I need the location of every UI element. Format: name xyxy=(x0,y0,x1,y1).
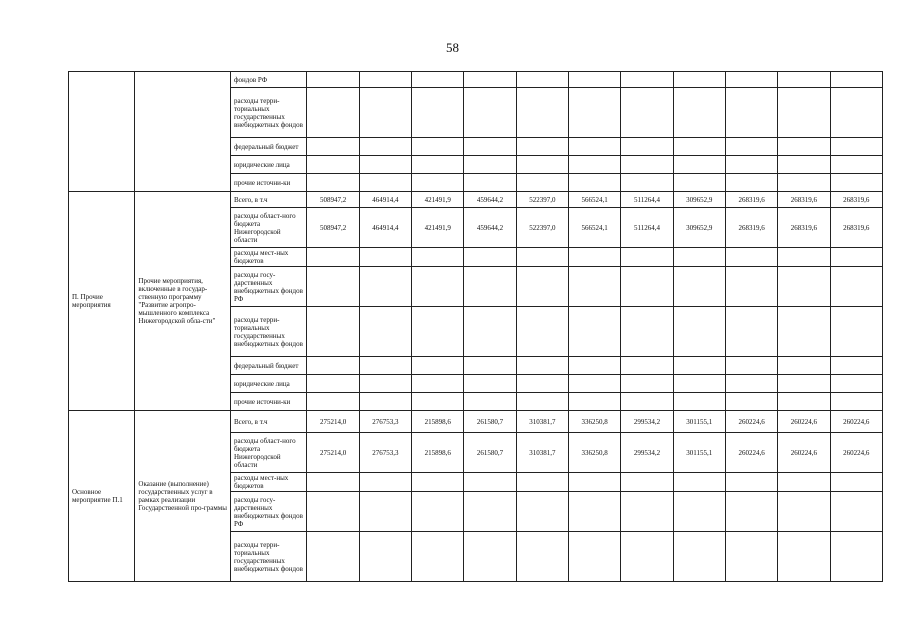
funding-source-cell: прочие источни-ки xyxy=(230,393,306,411)
value-cell xyxy=(464,532,516,582)
funding-source-cell: расходы област-ного бюджета Нижегородской области xyxy=(230,208,306,248)
value-cell xyxy=(307,88,359,138)
value-cell xyxy=(621,492,673,532)
value-cell: 215898,6 xyxy=(412,433,464,473)
value-cell xyxy=(359,72,411,88)
value-cell xyxy=(359,248,411,267)
value-cell: 522397,0 xyxy=(516,208,568,248)
value-cell xyxy=(412,357,464,375)
value-cell xyxy=(516,532,568,582)
value-cell xyxy=(673,357,725,375)
value-cell xyxy=(725,473,777,492)
value-cell xyxy=(673,138,725,156)
value-cell xyxy=(725,88,777,138)
funding-source-cell: расходы терри-ториальных государственных внебюджетных фондов xyxy=(230,532,306,582)
value-cell xyxy=(359,267,411,307)
value-cell xyxy=(778,492,830,532)
value-cell xyxy=(673,248,725,267)
value-cell xyxy=(830,267,882,307)
block-name-cell: П. Прочие мероприятия xyxy=(69,192,135,411)
value-cell xyxy=(412,248,464,267)
value-cell xyxy=(516,307,568,357)
value-cell: 310381,7 xyxy=(516,411,568,433)
table-row xyxy=(69,411,883,433)
value-cell xyxy=(359,393,411,411)
block-name-cell xyxy=(69,72,135,192)
value-cell xyxy=(621,357,673,375)
value-cell xyxy=(569,88,621,138)
value-cell xyxy=(307,174,359,192)
value-cell xyxy=(778,473,830,492)
value-cell xyxy=(569,307,621,357)
value-cell xyxy=(830,88,882,138)
value-cell xyxy=(725,393,777,411)
value-cell xyxy=(464,88,516,138)
value-cell: 310381,7 xyxy=(516,433,568,473)
value-cell: 299534,2 xyxy=(621,433,673,473)
value-cell: 268319,6 xyxy=(778,208,830,248)
value-cell xyxy=(307,357,359,375)
value-cell xyxy=(412,156,464,174)
value-cell xyxy=(673,174,725,192)
value-cell xyxy=(307,72,359,88)
value-cell xyxy=(778,393,830,411)
value-cell xyxy=(569,492,621,532)
value-cell xyxy=(307,375,359,393)
value-cell xyxy=(621,375,673,393)
value-cell xyxy=(464,357,516,375)
value-cell: 522397,0 xyxy=(516,192,568,208)
block-name-cell: Основное мероприятие П.1 xyxy=(69,411,135,582)
value-cell: 276753,3 xyxy=(359,411,411,433)
value-cell xyxy=(778,532,830,582)
value-cell xyxy=(569,248,621,267)
value-cell: 260224,6 xyxy=(778,433,830,473)
value-cell xyxy=(778,72,830,88)
funding-source-cell: расходы мест-ных бюджетов xyxy=(230,473,306,492)
value-cell xyxy=(673,88,725,138)
value-cell xyxy=(569,156,621,174)
value-cell: 421491,9 xyxy=(412,192,464,208)
value-cell: 336250,8 xyxy=(569,411,621,433)
funding-source-cell: юридические лица xyxy=(230,156,306,174)
value-cell xyxy=(621,88,673,138)
value-cell xyxy=(830,473,882,492)
value-cell xyxy=(725,174,777,192)
value-cell xyxy=(778,88,830,138)
funding-source-cell: расходы госу-дарственных внебюджетных фондов РФ xyxy=(230,492,306,532)
value-cell xyxy=(307,473,359,492)
value-cell: 459644,2 xyxy=(464,208,516,248)
value-cell xyxy=(569,393,621,411)
value-cell: 261580,7 xyxy=(464,411,516,433)
value-cell xyxy=(464,138,516,156)
funding-source-cell: прочие источни-ки xyxy=(230,174,306,192)
value-cell xyxy=(778,357,830,375)
value-cell: 464914,4 xyxy=(359,208,411,248)
value-cell xyxy=(307,138,359,156)
value-cell xyxy=(516,267,568,307)
value-cell: 275214,0 xyxy=(307,433,359,473)
value-cell xyxy=(725,156,777,174)
funding-source-cell: Всего, в т.ч xyxy=(230,411,306,433)
value-cell xyxy=(830,307,882,357)
funding-source-cell: расходы мест-ных бюджетов xyxy=(230,248,306,267)
value-cell: 336250,8 xyxy=(569,433,621,473)
value-cell xyxy=(516,72,568,88)
value-cell xyxy=(307,267,359,307)
value-cell xyxy=(621,174,673,192)
value-cell xyxy=(673,156,725,174)
value-cell xyxy=(412,393,464,411)
value-cell xyxy=(778,248,830,267)
value-cell xyxy=(412,174,464,192)
value-cell xyxy=(516,248,568,267)
value-cell: 268319,6 xyxy=(725,208,777,248)
funding-source-cell: расходы госу-дарственных внебюджетных фондов РФ xyxy=(230,267,306,307)
value-cell xyxy=(359,307,411,357)
value-cell xyxy=(673,307,725,357)
value-cell xyxy=(516,174,568,192)
value-cell xyxy=(307,393,359,411)
value-cell xyxy=(569,174,621,192)
value-cell xyxy=(516,492,568,532)
value-cell xyxy=(621,267,673,307)
value-cell xyxy=(412,307,464,357)
value-cell xyxy=(725,532,777,582)
page-number: 58 xyxy=(446,40,459,55)
value-cell xyxy=(830,492,882,532)
value-cell xyxy=(412,88,464,138)
value-cell xyxy=(830,532,882,582)
value-cell xyxy=(673,473,725,492)
value-cell xyxy=(412,492,464,532)
table-row xyxy=(69,192,883,208)
value-cell xyxy=(621,532,673,582)
value-cell: 508947,2 xyxy=(307,208,359,248)
value-cell xyxy=(778,174,830,192)
value-cell xyxy=(359,473,411,492)
value-cell xyxy=(412,267,464,307)
value-cell xyxy=(359,532,411,582)
value-cell xyxy=(412,138,464,156)
value-cell xyxy=(725,248,777,267)
value-cell xyxy=(412,532,464,582)
value-cell xyxy=(621,473,673,492)
value-cell xyxy=(621,307,673,357)
value-cell: 268319,6 xyxy=(830,192,882,208)
value-cell xyxy=(307,492,359,532)
budget-table-body xyxy=(69,72,883,582)
value-cell xyxy=(725,267,777,307)
value-cell xyxy=(830,393,882,411)
value-cell: 268319,6 xyxy=(830,208,882,248)
value-cell: 275214,0 xyxy=(307,411,359,433)
value-cell xyxy=(516,473,568,492)
value-cell xyxy=(412,473,464,492)
value-cell xyxy=(516,138,568,156)
value-cell xyxy=(464,393,516,411)
value-cell xyxy=(725,492,777,532)
value-cell xyxy=(621,248,673,267)
funding-source-cell: расходы терри-ториальных государственных внебюджетных фондов xyxy=(230,307,306,357)
block-description-cell: Прочие мероприятия, включенные в государ-ственную программу "Развитие агропро-мышленного комплекса Нижегородской обла-сти" xyxy=(135,192,231,411)
value-cell xyxy=(778,267,830,307)
funding-source-cell: юридические лица xyxy=(230,375,306,393)
value-cell: 566524,1 xyxy=(569,208,621,248)
value-cell xyxy=(621,156,673,174)
value-cell xyxy=(830,375,882,393)
value-cell xyxy=(621,72,673,88)
value-cell xyxy=(464,72,516,88)
value-cell xyxy=(307,156,359,174)
value-cell: 260224,6 xyxy=(778,411,830,433)
value-cell xyxy=(778,375,830,393)
value-cell xyxy=(830,248,882,267)
value-cell xyxy=(569,357,621,375)
value-cell xyxy=(569,375,621,393)
value-cell: 511264,4 xyxy=(621,192,673,208)
value-cell xyxy=(830,72,882,88)
funding-source-cell: расходы терри-ториальных государственных внебюджетных фондов xyxy=(230,88,306,138)
value-cell xyxy=(307,248,359,267)
value-cell: 268319,6 xyxy=(725,192,777,208)
value-cell xyxy=(516,375,568,393)
value-cell xyxy=(725,307,777,357)
table-row xyxy=(69,72,883,88)
value-cell xyxy=(464,473,516,492)
value-cell xyxy=(307,532,359,582)
value-cell xyxy=(725,375,777,393)
value-cell: 566524,1 xyxy=(569,192,621,208)
value-cell: 511264,4 xyxy=(621,208,673,248)
value-cell xyxy=(516,357,568,375)
value-cell xyxy=(359,375,411,393)
value-cell xyxy=(830,174,882,192)
value-cell xyxy=(569,267,621,307)
value-cell: 260224,6 xyxy=(725,433,777,473)
value-cell xyxy=(830,357,882,375)
value-cell xyxy=(359,138,411,156)
value-cell: 260224,6 xyxy=(830,411,882,433)
value-cell xyxy=(830,156,882,174)
value-cell: 309652,9 xyxy=(673,192,725,208)
value-cell: 421491,9 xyxy=(412,208,464,248)
value-cell xyxy=(307,307,359,357)
value-cell: 299534,2 xyxy=(621,411,673,433)
funding-source-cell: Всего, в т.ч xyxy=(230,192,306,208)
value-cell: 464914,4 xyxy=(359,192,411,208)
value-cell xyxy=(621,393,673,411)
value-cell xyxy=(778,138,830,156)
value-cell xyxy=(673,375,725,393)
value-cell xyxy=(412,72,464,88)
value-cell xyxy=(359,174,411,192)
value-cell xyxy=(569,138,621,156)
value-cell xyxy=(830,138,882,156)
value-cell xyxy=(516,393,568,411)
value-cell xyxy=(359,357,411,375)
value-cell: 261580,7 xyxy=(464,433,516,473)
value-cell xyxy=(412,375,464,393)
value-cell: 508947,2 xyxy=(307,192,359,208)
funding-source-cell: федеральный бюджет xyxy=(230,357,306,375)
value-cell xyxy=(464,156,516,174)
value-cell xyxy=(673,267,725,307)
value-cell xyxy=(464,492,516,532)
value-cell xyxy=(673,492,725,532)
value-cell: 276753,3 xyxy=(359,433,411,473)
value-cell xyxy=(464,267,516,307)
value-cell xyxy=(464,307,516,357)
value-cell xyxy=(516,156,568,174)
block-description-cell xyxy=(135,72,231,192)
value-cell xyxy=(464,375,516,393)
value-cell xyxy=(725,138,777,156)
value-cell xyxy=(778,156,830,174)
value-cell: 301155,1 xyxy=(673,411,725,433)
value-cell xyxy=(569,72,621,88)
value-cell xyxy=(725,357,777,375)
budget-table xyxy=(68,71,883,582)
value-cell xyxy=(673,393,725,411)
value-cell xyxy=(778,307,830,357)
value-cell xyxy=(725,72,777,88)
block-description-cell: Оказание (выполнение) государственных услуг в рамках реализации Государственной про-граммы xyxy=(135,411,231,582)
funding-source-cell: расходы област-ного бюджета Нижегородской области xyxy=(230,433,306,473)
value-cell xyxy=(621,138,673,156)
value-cell: 301155,1 xyxy=(673,433,725,473)
value-cell xyxy=(673,72,725,88)
value-cell: 215898,6 xyxy=(412,411,464,433)
funding-source-cell: федеральный бюджет xyxy=(230,138,306,156)
value-cell xyxy=(359,156,411,174)
value-cell xyxy=(464,248,516,267)
value-cell: 260224,6 xyxy=(830,433,882,473)
value-cell: 309652,9 xyxy=(673,208,725,248)
value-cell xyxy=(569,532,621,582)
value-cell: 459644,2 xyxy=(464,192,516,208)
value-cell xyxy=(673,532,725,582)
value-cell xyxy=(359,492,411,532)
value-cell: 268319,6 xyxy=(778,192,830,208)
value-cell xyxy=(516,88,568,138)
value-cell xyxy=(464,174,516,192)
value-cell: 260224,6 xyxy=(725,411,777,433)
value-cell xyxy=(359,88,411,138)
value-cell xyxy=(569,473,621,492)
funding-source-cell: фондов РФ xyxy=(230,72,306,88)
